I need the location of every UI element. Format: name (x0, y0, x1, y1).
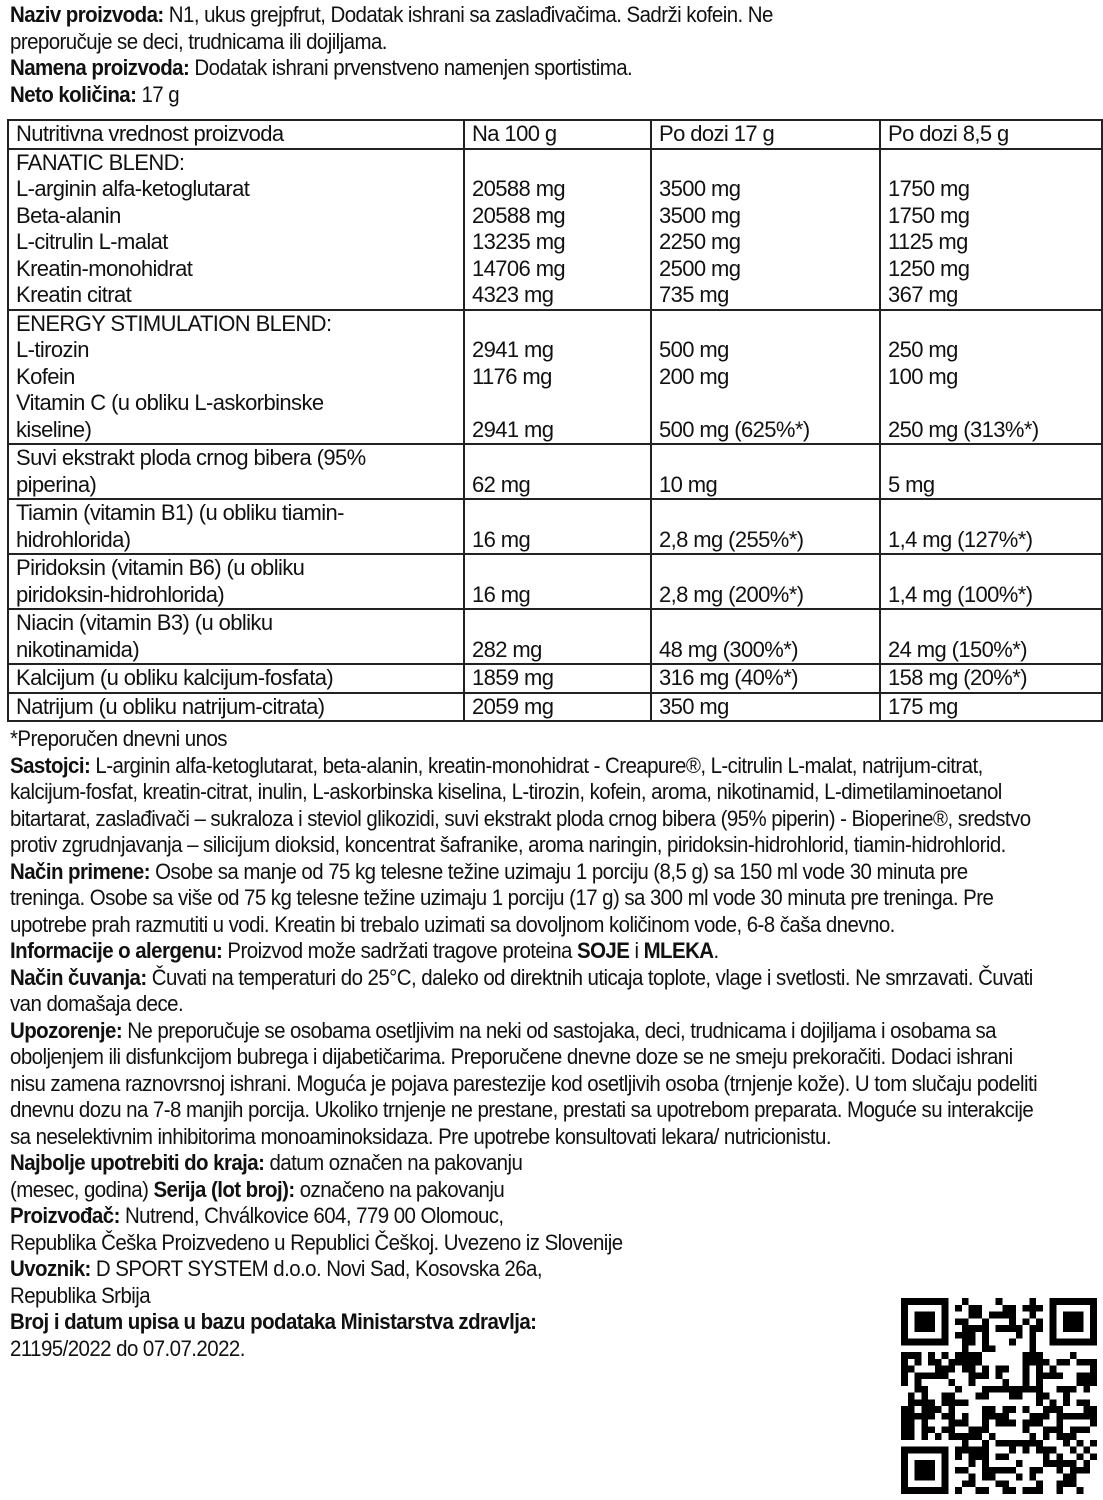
producer: Proizvođač: Nutrend, Chválkovice 604, 779 00 Olomouc, (10, 1203, 504, 1228)
cell-line: 20588 mg (472, 176, 566, 201)
cell-line: 1250 mg (888, 255, 970, 281)
cell-line: 2,8 mg (255%*) (659, 526, 804, 552)
net-quantity: Neto količina: 17 g (10, 81, 180, 107)
cell-line: 1176 mg (472, 363, 552, 389)
cell-line: Piridoksin (vitamin B6) (u obliku (16, 555, 305, 580)
cell-line: Beta-alanin (16, 202, 121, 228)
cell-line: 3500 mg (659, 176, 741, 201)
product-name-line-2: preporučuje se deci, trudnicama ili dojiljama. (10, 28, 387, 54)
cell-line: 1859 mg (472, 665, 554, 690)
cell-line: 2500 mg (659, 255, 741, 281)
cell-line (472, 390, 650, 417)
footnote: *Preporučen dnevni unos (10, 726, 227, 751)
cell-line (888, 445, 1101, 472)
cell-line: ENERGY STIMULATION BLEND: (16, 310, 332, 336)
cell-line: 1750 mg (888, 176, 970, 201)
cell-line (659, 445, 879, 472)
nutrient-name-cell (8, 310, 464, 445)
cell-line: 367 mg (888, 282, 958, 307)
cell-line: 3500 mg (659, 202, 741, 228)
producer-line-2: Republika Češka Proizvedeno u Republici Češkoj. Uvezeno iz Slovenije (10, 1229, 623, 1255)
cell-line (472, 445, 650, 472)
cell-line: 2250 mg (659, 229, 741, 254)
per-dose-17g-cell (651, 609, 880, 664)
cell-line: 1,4 mg (100%*) (888, 581, 1033, 607)
per-dose-8-5g-cell (880, 609, 1102, 664)
nutrient-name-cell (8, 664, 464, 693)
ingredients: Sastojci: L-arginin alfa-ketoglutarat, beta-alanin, kreatin-monohidrat - Creapure®, L-citrulin L-malat, natrijum-citrat, kalcijum-fosfat, kreatin-citrat, inulin, L-askorbinska kiselina, L-tirozin, kofein, aroma, nikotinamid, L-dimetilaminoetanol bitartarat, zaslađivači – sukraloza i steviol glikozidi, suvi ekstrakt ploda crnog bibera (95% piperin) - Bioperine®, sredstvo protiv zgrudnjavanja – silicijum dioksid, koncentrat šafranike, aroma naringin, piridoksin-hidrohlorid, tiamin-hidrohlorid. (10, 752, 1031, 857)
cell-line (888, 610, 1101, 637)
qr-code-icon (900, 1298, 1098, 1494)
cell-line: L-arginin alfa-ketoglutarat (16, 176, 250, 201)
cell-line (472, 150, 650, 177)
cell-line: Kreatin citrat (16, 282, 132, 307)
label-body (10, 726, 1038, 1362)
cell-line: 1,4 mg (127%*) (888, 526, 1033, 552)
per-100g-cell (464, 149, 651, 310)
best-before: Najbolje upotrebiti do kraja: datum označen na pakovanju (10, 1150, 523, 1175)
table-row (8, 609, 1102, 664)
cell-line (659, 500, 879, 527)
cell-line: Vitamin C (u obliku L-askorbinske (16, 390, 324, 415)
registry-label: Broj i datum upisa u bazu podataka Ministarstva zdravlja: (10, 1309, 537, 1334)
per-100g-cell (464, 609, 651, 664)
cell-line: L-citrulin L-malat (16, 229, 168, 254)
per-dose-8-5g-cell (880, 664, 1102, 693)
per-100g-cell (464, 664, 651, 693)
cell-line: 350 mg (659, 693, 729, 719)
per-dose-17g-cell (651, 693, 880, 722)
cell-line: 175 mg (888, 693, 958, 719)
nutrient-name-cell (8, 609, 464, 664)
cell-line: 735 mg (659, 282, 729, 307)
cell-line: 48 mg (300%*) (659, 636, 798, 662)
cell-line: 20588 mg (472, 202, 566, 228)
header-cell: Po dozi 8,5 g (880, 120, 1102, 149)
table-row (8, 664, 1102, 693)
per-dose-17g-cell (651, 499, 880, 554)
per-100g-cell (464, 444, 651, 499)
table-row (8, 310, 1102, 445)
cell-line: 1125 mg (888, 229, 968, 254)
cell-line: hidrohlorida) (16, 526, 131, 552)
header-cell: Po dozi 17 g (651, 120, 880, 149)
cell-line: 100 mg (888, 363, 958, 389)
nutrition-table (7, 119, 1103, 722)
cell-line (659, 150, 879, 177)
cell-line: Kofein (16, 363, 75, 389)
per-dose-8-5g-cell (880, 499, 1102, 554)
cell-line: Suvi ekstrakt ploda crnog bibera (95% (16, 445, 366, 470)
cell-line: nikotinamida) (16, 636, 140, 662)
table-row (8, 554, 1102, 609)
header-cell: Na 100 g (464, 120, 651, 149)
cell-line (472, 500, 650, 527)
cell-line (659, 555, 879, 582)
table-header-row (8, 120, 1102, 149)
cell-line: 13235 mg (472, 229, 566, 254)
nutrient-name-cell (8, 149, 464, 310)
cell-line: L-tirozin (16, 337, 89, 362)
cell-line: 1750 mg (888, 202, 970, 228)
cell-line: 2059 mg (472, 693, 554, 719)
registry-number: 21195/2022 do 07.07.2022. (10, 1335, 245, 1361)
cell-line: kiseline) (16, 416, 92, 442)
cell-line: Niacin (vitamin B3) (u obliku (16, 610, 273, 635)
cell-line: piridoksin-hidrohlorida) (16, 581, 225, 607)
cell-line: 316 mg (40%*) (659, 665, 798, 690)
cell-line: 2,8 mg (200%*) (659, 581, 804, 607)
cell-line (472, 610, 650, 637)
cell-line: 62 mg (472, 471, 531, 497)
per-dose-8-5g-cell (880, 149, 1102, 310)
storage-info: Način čuvanja: Čuvati na temperaturi do 25°C, daleko od direktnih uticaja toplote, vlage i svetlosti. Ne smrzavati. Čuvati van domašaja dece. (10, 964, 1033, 1016)
cell-line: 10 mg (659, 471, 718, 497)
nutrient-name-cell (8, 693, 464, 722)
cell-line: 282 mg (472, 636, 542, 662)
cell-line: Natrijum (u obliku natrijum-citrata) (16, 693, 325, 719)
cell-line: 200 mg (659, 363, 729, 389)
per-100g-cell (464, 693, 651, 722)
per-dose-8-5g-cell (880, 310, 1102, 445)
cell-line: Tiamin (vitamin B1) (u obliku tiamin- (16, 500, 344, 525)
per-dose-17g-cell (651, 444, 880, 499)
per-dose-8-5g-cell (880, 554, 1102, 609)
cell-line (888, 555, 1101, 582)
per-dose-17g-cell (651, 310, 880, 445)
cell-line: 2941 mg (472, 337, 554, 362)
cell-line: Kreatin-monohidrat (16, 255, 193, 281)
table-row (8, 499, 1102, 554)
cell-line: FANATIC BLEND: (16, 149, 185, 175)
per-100g-cell (464, 499, 651, 554)
cell-line: 24 mg (150%*) (888, 636, 1027, 662)
per-dose-17g-cell (651, 554, 880, 609)
per-100g-cell (464, 554, 651, 609)
cell-line (472, 311, 650, 338)
cell-line: 158 mg (20%*) (888, 665, 1027, 690)
allergen-info: Informacije o alergenu: Proizvod može sadržati tragove proteina SOJE i MLEKA. (10, 938, 719, 963)
cell-line (472, 555, 650, 582)
cell-line (888, 311, 1101, 338)
cell-line: 250 mg (888, 337, 958, 362)
nutrient-name-cell (8, 554, 464, 609)
usage-instructions: Način primene: Osobe sa manje od 75 kg telesne težine uzimaju 1 porciju (8,5 g) sa 150 ml vode 30 minuta pre treninga. Osobe sa više od 75 kg telesne težine uzimaju 1 porciju (17 g) sa 300 ml vode 30 minuta pre treninga. Pre upotrebe prah razmutiti u vodi. Kreatin bi trebalo uzimati sa dovoljnom količinom vode, 6-8 čaša dnevno. (10, 858, 994, 937)
qr-modules (901, 1298, 1097, 1494)
per-dose-17g-cell (651, 149, 880, 310)
cell-line (888, 390, 1101, 417)
table-row (8, 149, 1102, 310)
cell-line (659, 610, 879, 637)
warning: Upozorenje: Ne preporučuje se osobama osetljivim na neki od sastojaka, deci, trudnicama i dojiljama i osobama sa oboljenjem ili disfunkcijom bubrega i dijabetičarima. Preporučene dnevne doze se ne smeju prekoračiti. Dodaci ishrani nisu zamena raznovrsnoj ishrani. Moguća je pojava parestezije kod osetljivih osoba (trnjenje kože). U tom slučaju podeliti dnevnu dozu na 7-8 manjih porcija. Ukoliko trnjenje ne prestane, prestati sa upotrebom preparata. Moguće su interakcije sa neselektivnim inhibitorima monoaminoksidaza. Pre upotrebe konsultovati lekara/ nutricionistu. (10, 1017, 1038, 1149)
table-row (8, 444, 1102, 499)
cell-line: 500 mg (659, 337, 729, 362)
cell-line: Kalcijum (u obliku kalcijum-fosfata) (16, 665, 334, 690)
cell-line: 16 mg (472, 526, 531, 552)
cell-line (888, 150, 1101, 177)
cell-line: 14706 mg (472, 255, 566, 281)
product-purpose: Namena proizvoda: Dodatak ishrani prvenstveno namenjen sportistima. (10, 55, 633, 80)
cell-line: 5 mg (888, 471, 935, 497)
cell-line: 250 mg (313%*) (888, 416, 1039, 442)
per-dose-8-5g-cell (880, 693, 1102, 722)
importer: Uvoznik: D SPORT SYSTEM d.o.o. Novi Sad, Kosovska 26a, (10, 1256, 542, 1281)
cell-line: 2941 mg (472, 416, 554, 442)
cell-line: piperina) (16, 471, 97, 497)
product-intro (10, 2, 773, 108)
cell-line: 16 mg (472, 581, 531, 607)
header-cell: Nutritivna vrednost proizvoda (8, 120, 464, 149)
product-name-line: Naziv proizvoda: N1, ukus grejpfrut, Dodatak ishrani sa zaslađivačima. Sadrži kofein. Ne (10, 2, 773, 27)
cell-line (888, 500, 1101, 527)
table-row (8, 693, 1102, 722)
per-dose-8-5g-cell (880, 444, 1102, 499)
per-100g-cell (464, 310, 651, 445)
lot-number: (mesec, godina) Serija (lot broj): označeno na pakovanju (10, 1176, 505, 1202)
nutrient-name-cell (8, 499, 464, 554)
cell-line (659, 390, 879, 417)
importer-line-2: Republika Srbija (10, 1282, 151, 1308)
nutrient-name-cell (8, 444, 464, 499)
per-dose-17g-cell (651, 664, 880, 693)
cell-line: 500 mg (625%*) (659, 416, 810, 442)
cell-line (659, 311, 879, 338)
cell-line: 4323 mg (472, 282, 554, 307)
